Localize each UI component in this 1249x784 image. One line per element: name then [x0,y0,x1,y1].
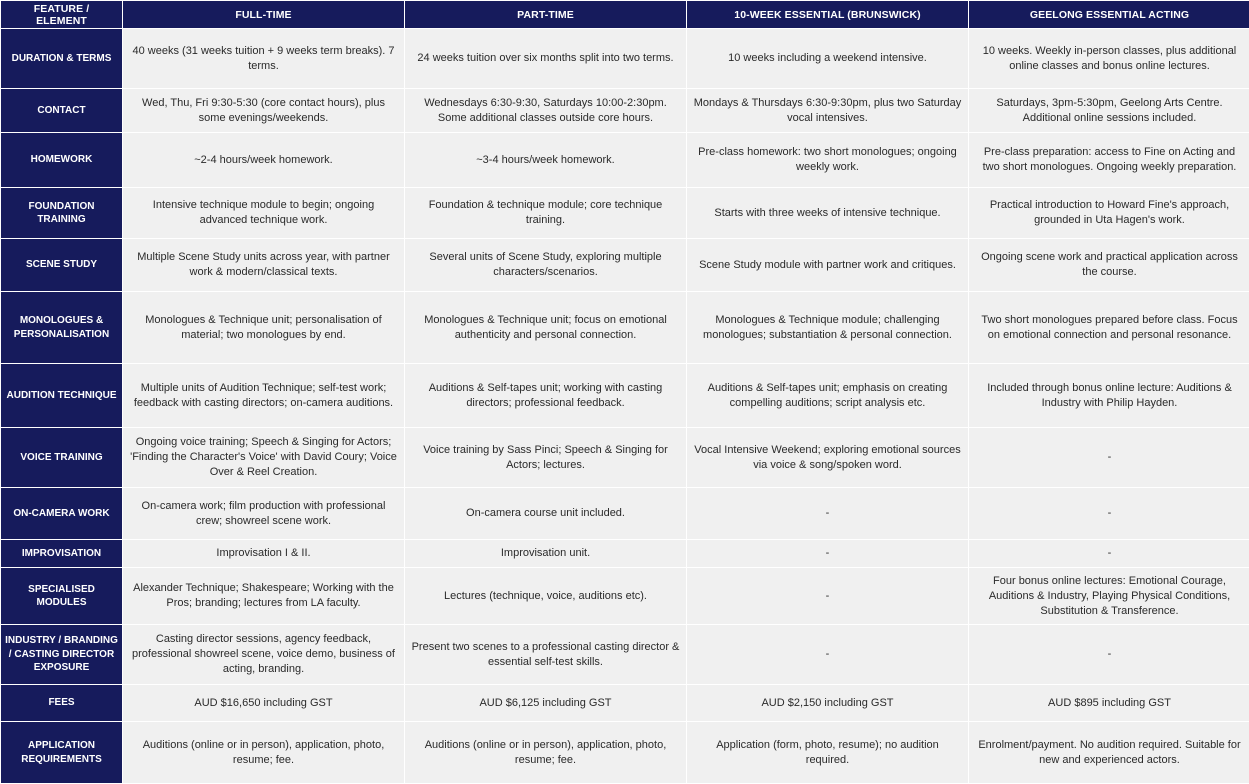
table-cell: Four bonus online lectures: Emotional Courage, Auditions & Industry, Playing Physical Conditions, Substitution & Transference. [969,568,1249,625]
table-row [1,29,1249,89]
table-cell: Multiple units of Audition Technique; self-test work; feedback with casting directors; on-camera auditions. [123,364,405,428]
table-cell: Auditions (online or in person), application, photo, resume; fee. [123,722,405,784]
row-label-voice: VOICE TRAINING [1,428,123,488]
row-label-duration: DURATION & TERMS [1,29,123,89]
table-cell: ~3-4 hours/week homework. [405,133,687,188]
table-row [1,568,1249,625]
table-cell: Casting director sessions, agency feedback, professional showreel scene, voice demo, business of acting, branding. [123,625,405,685]
row-label-monologues: MONOLOGUES & PERSONALISATION [1,292,123,364]
column-header-feature: FEATURE / ELEMENT [1,1,123,29]
table-cell: - [969,625,1249,685]
table-cell: Alexander Technique; Shakespeare; Working with the Pros; branding; lectures from LA faculty. [123,568,405,625]
table-cell: On-camera course unit included. [405,488,687,540]
table-cell: - [969,428,1249,488]
table-cell: Several units of Scene Study, exploring multiple characters/scenarios. [405,239,687,292]
table-cell: 40 weeks (31 weeks tuition + 9 weeks term breaks). 7 terms. [123,29,405,89]
table-cell: Pre-class homework: two short monologues; ongoing weekly work. [687,133,969,188]
table-cell: Included through bonus online lecture: Auditions & Industry with Philip Hayden. [969,364,1249,428]
table-row [1,625,1249,685]
table-cell: Improvisation unit. [405,540,687,568]
row-label-application: APPLICATION REQUIREMENTS [1,722,123,784]
table-cell: AUD $895 including GST [969,685,1249,722]
table-cell: Multiple Scene Study units across year, with partner work & modern/classical texts. [123,239,405,292]
table-cell: Enrolment/payment. No audition required. Suitable for new and experienced actors. [969,722,1249,784]
table-cell: Starts with three weeks of intensive technique. [687,188,969,239]
table-cell: Vocal Intensive Weekend; exploring emotional sources via voice & song/spoken word. [687,428,969,488]
table-cell: Auditions (online or in person), application, photo, resume; fee. [405,722,687,784]
table-cell: Two short monologues prepared before class. Focus on emotional connection and personal resonance. [969,292,1249,364]
table-cell: 10 weeks including a weekend intensive. [687,29,969,89]
table-row [1,488,1249,540]
table-cell: AUD $6,125 including GST [405,685,687,722]
table-row [1,722,1249,784]
table-cell: - [687,625,969,685]
table-cell: Intensive technique module to begin; ongoing advanced technique work. [123,188,405,239]
table-cell: ~2-4 hours/week homework. [123,133,405,188]
table-cell: Practical introduction to Howard Fine's approach, grounded in Uta Hagen's work. [969,188,1249,239]
table-row [1,89,1249,133]
table-cell: Auditions & Self-tapes unit; emphasis on creating compelling auditions; script analysis etc. [687,364,969,428]
row-label-contact: CONTACT [1,89,123,133]
row-label-specialised: SPECIALISED MODULES [1,568,123,625]
table-cell: Pre-class preparation: access to Fine on Acting and two short monologues. Ongoing weekly preparation. [969,133,1249,188]
table-cell: Mondays & Thursdays 6:30-9:30pm, plus two Saturday vocal intensives. [687,89,969,133]
table-cell: - [687,488,969,540]
table-cell: 24 weeks tuition over six months split into two terms. [405,29,687,89]
table-cell: Improvisation I & II. [123,540,405,568]
row-label-foundation: FOUNDATION TRAINING [1,188,123,239]
table-cell: - [969,488,1249,540]
table-cell: Wed, Thu, Fri 9:30-5:30 (core contact hours), plus some evenings/weekends. [123,89,405,133]
table-cell: Present two scenes to a professional casting director & essential self-test skills. [405,625,687,685]
table-cell: Voice training by Sass Pinci; Speech & Singing for Actors; lectures. [405,428,687,488]
table-cell: - [687,568,969,625]
table-cell: AUD $2,150 including GST [687,685,969,722]
column-header-part-time: PART-TIME [405,1,687,29]
table-cell: Ongoing voice training; Speech & Singing for Actors; 'Finding the Character's Voice' with David Coury; Voice Over & Reel Creation. [123,428,405,488]
table-cell: Saturdays, 3pm-5:30pm, Geelong Arts Centre. Additional online sessions included. [969,89,1249,133]
table-cell: Foundation & technique module; core technique training. [405,188,687,239]
table-cell: Monologues & Technique unit; personalisation of material; two monologues by end. [123,292,405,364]
table-cell: Wednesdays 6:30-9:30, Saturdays 10:00-2:30pm. Some additional classes outside core hours. [405,89,687,133]
column-header-geelong: GEELONG ESSENTIAL ACTING [969,1,1249,29]
table-cell: Scene Study module with partner work and critiques. [687,239,969,292]
column-header-10-week: 10-WEEK ESSENTIAL (BRUNSWICK) [687,1,969,29]
column-header-full-time: FULL-TIME [123,1,405,29]
table-cell: Monologues & Technique module; challenging monologues; substantiation & personal connection. [687,292,969,364]
row-label-fees: FEES [1,685,123,722]
table-cell: - [969,540,1249,568]
table-row [1,239,1249,292]
table-row [1,188,1249,239]
row-label-industry: INDUSTRY / BRANDING / CASTING DIRECTOR EXPOSURE [1,625,123,685]
row-label-audition: AUDITION TECHNIQUE [1,364,123,428]
table-cell: Monologues & Technique unit; focus on emotional authenticity and personal connection. [405,292,687,364]
row-label-improvisation: IMPROVISATION [1,540,123,568]
table-cell: Auditions & Self-tapes unit; working with casting directors; professional feedback. [405,364,687,428]
table-row [1,292,1249,364]
table-cell: AUD $16,650 including GST [123,685,405,722]
row-label-scene-study: SCENE STUDY [1,239,123,292]
table-cell: Application (form, photo, resume); no audition required. [687,722,969,784]
row-label-on-camera: ON-CAMERA WORK [1,488,123,540]
table-cell: 10 weeks. Weekly in-person classes, plus additional online classes and bonus online lectures. [969,29,1249,89]
header-row [1,1,1249,29]
table-row [1,133,1249,188]
table-row [1,540,1249,568]
table-row [1,428,1249,488]
table-cell: On-camera work; film production with professional crew; showreel scene work. [123,488,405,540]
table-cell: Lectures (technique, voice, auditions etc). [405,568,687,625]
row-label-homework: HOMEWORK [1,133,123,188]
table-row [1,685,1249,722]
table-row [1,364,1249,428]
table-cell: - [687,540,969,568]
table-cell: Ongoing scene work and practical application across the course. [969,239,1249,292]
